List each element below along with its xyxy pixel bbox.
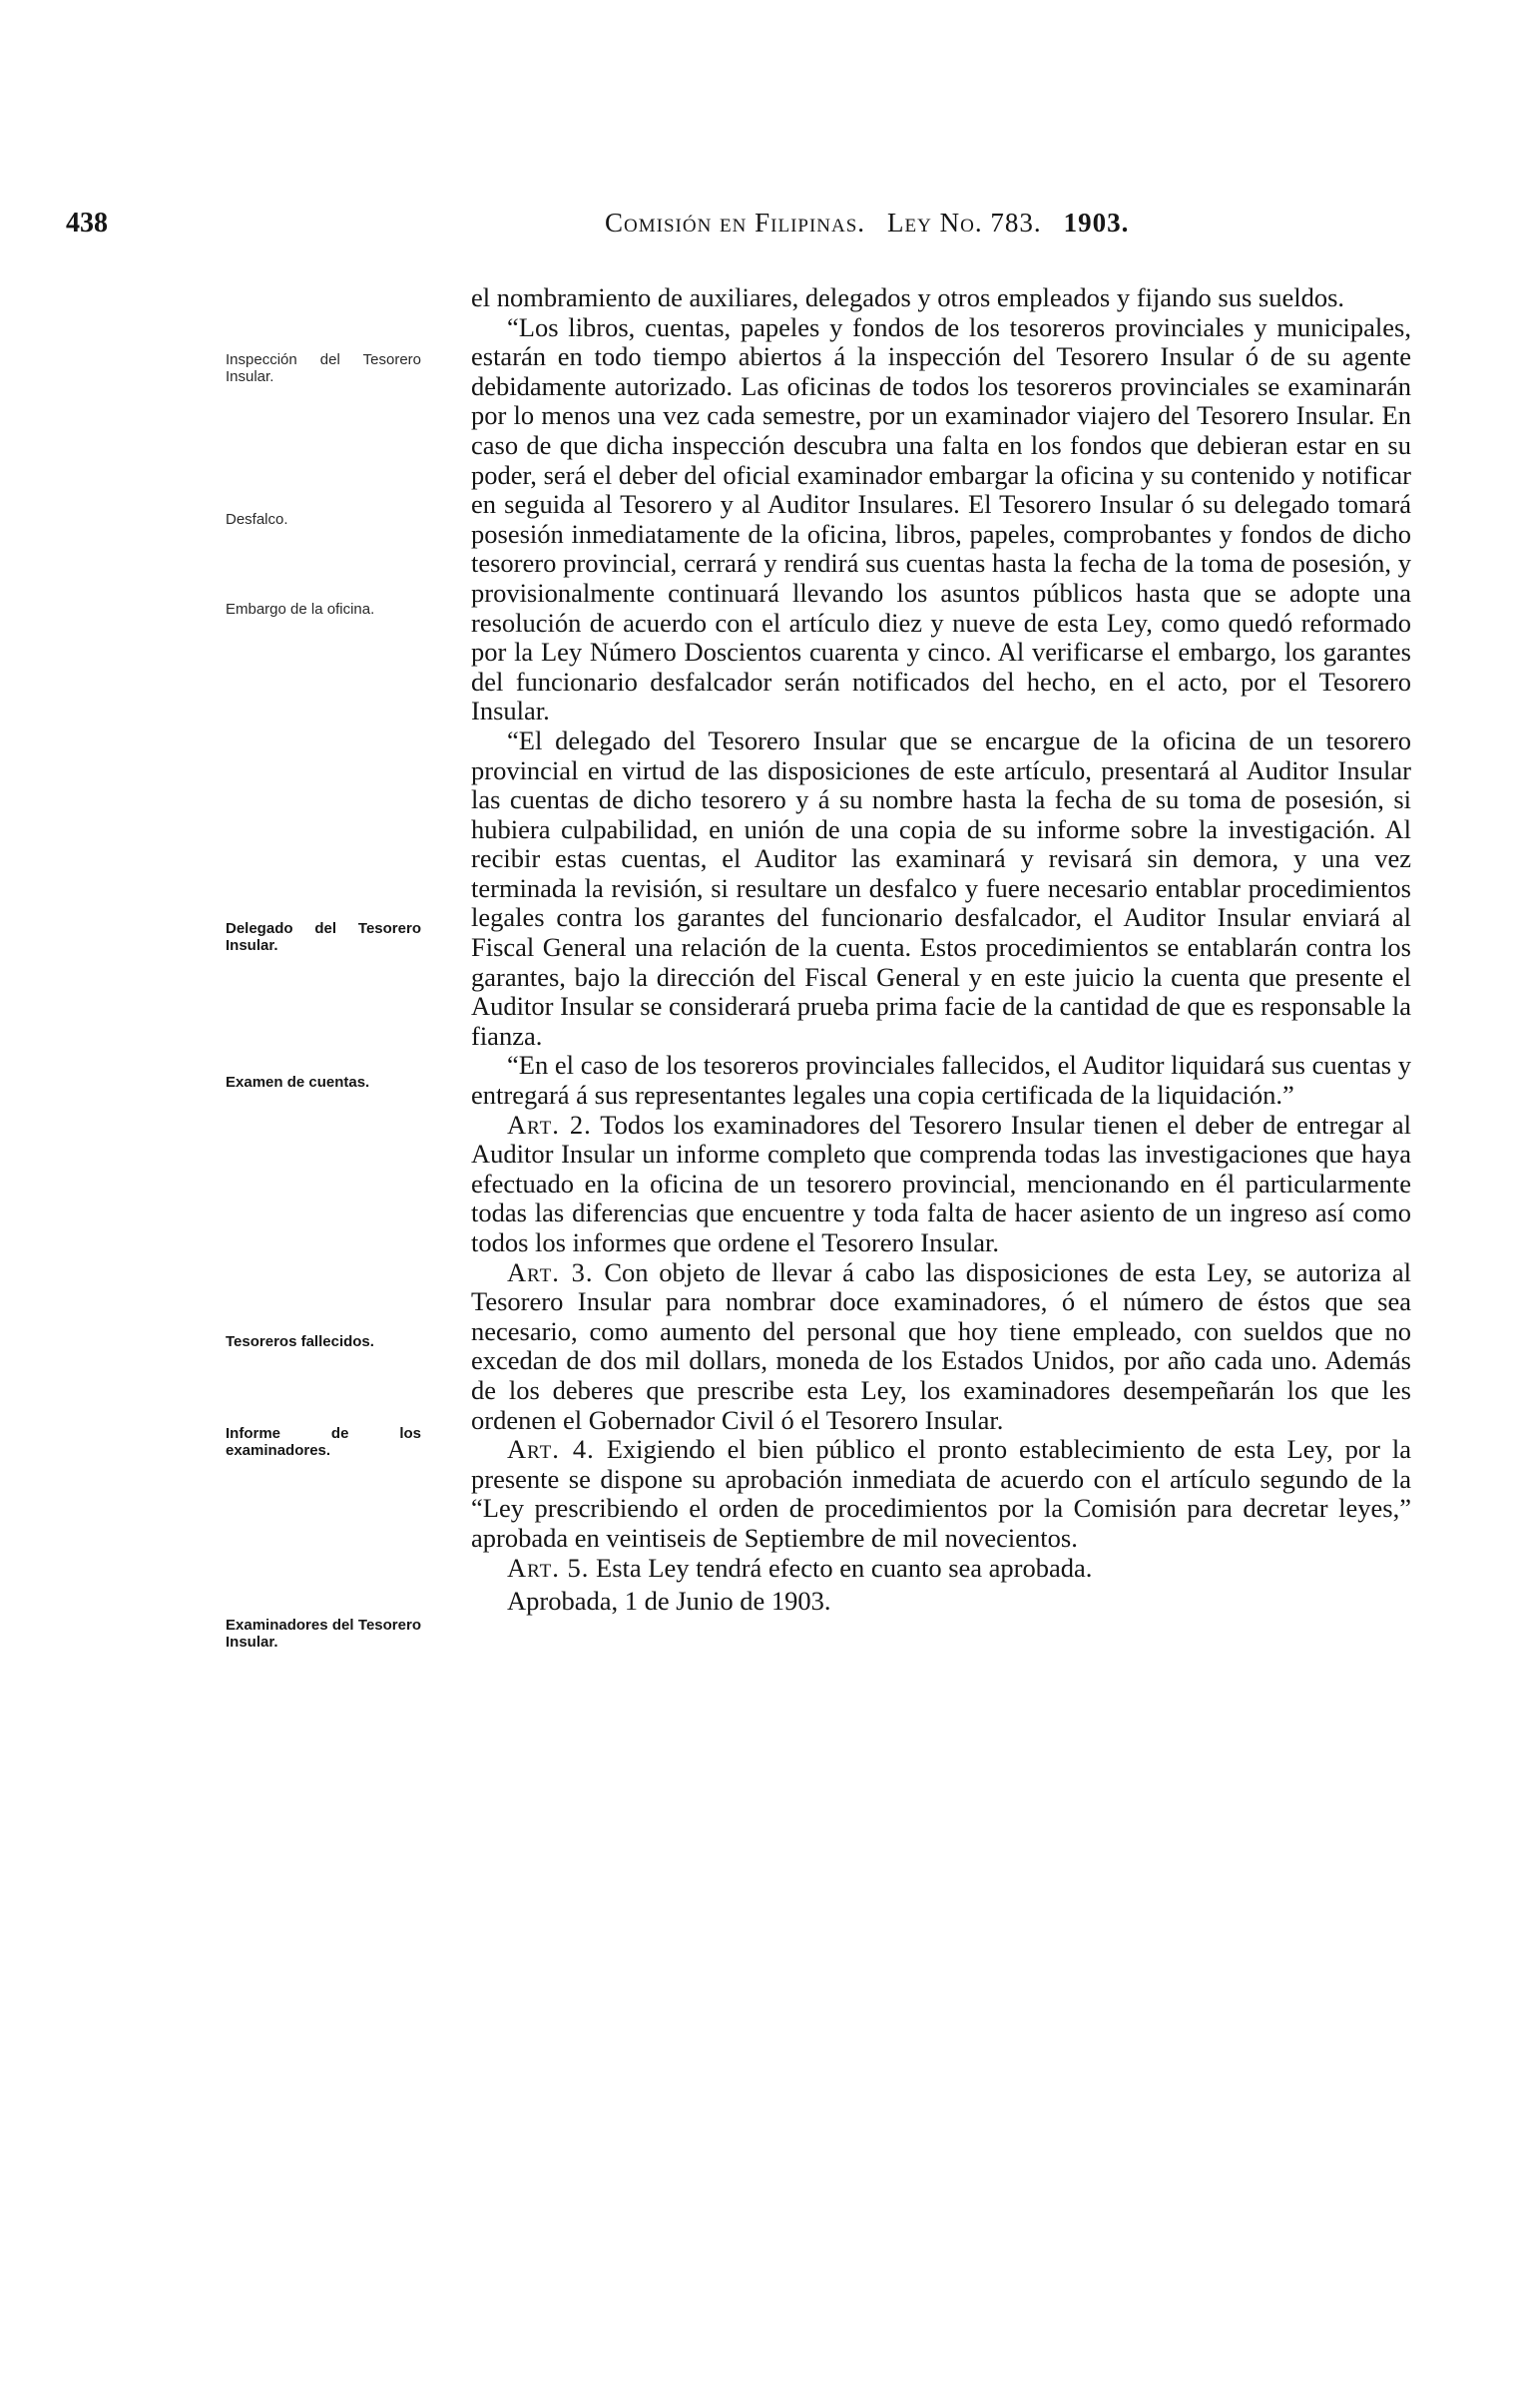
article-3-label: Art. 3. bbox=[507, 1256, 594, 1287]
margin-note-account-review: Examen de cuentas. bbox=[226, 1074, 370, 1091]
publication-title: Comisión en Filipinas. bbox=[605, 208, 866, 238]
article-5-text: Esta Ley tendrá efecto en cuanto sea aprobada. bbox=[596, 1552, 1093, 1583]
article-3 bbox=[471, 1258, 1411, 1436]
paragraph-delegate: “El delegado del Tesorero Insular que se encargue de la oficina de un tesorero provincial en virtud de las disposiciones de este artículo, presentará al Auditor Insular las cuentas de dicho tesorero y á su nombre hasta la fecha de su toma de posesión, si hubiera culpabilidad, en unión de una copia de su informe sobre la investigación. Al recibir estas cuentas, el Auditor las examinará y revisará sin demora, y una vez terminada la revisión, si resultare un desfalco y fuere necesario entablar procedimientos legales contra los garantes del funcionario desfalcador, el Auditor Insular enviará al Fiscal General una relación de la cuenta. Estos procedimientos se entablarán contra los garantes, bajo la dirección del Fiscal General y en este juicio la cuenta que presente el Auditor Insular se considerará prueba prima facie de la cantidad de que es responsable la fianza. bbox=[471, 724, 1411, 1051]
article-2 bbox=[471, 1111, 1411, 1258]
article-5-label: Art. 5. bbox=[507, 1552, 590, 1583]
paragraph-inspection: “Los libros, cuentas, papeles y fondos de los tesoreros provinciales y municipales, estarán en todo tiempo abiertos á la inspección del Tesorero Insular ó de su agente debidamente autorizado. Las oficinas de todos los tesoreros provinciales se examinarán por lo menos una vez cada semestre, por un examinador viajero del Tesorero Insular. En caso de que dicha inspección descubra una falta en los fondos que debieran estar en su poder, será el deber del oficial examinador embargar la oficina y su contenido y notificar en seguida al Tesorero y al Auditor Insulares. El Tesorero Insular ó su delegado tomará posesión inmediatamente de la oficina, libros, papeles, comprobantes y fondos de dicho tesorero provincial, cerrará y rendirá sus cuentas hasta la fecha de la toma de posesión, y provisionalmente continuará llevando los asuntos públicos hasta que se adopte una resolución de acuerdo con el artículo diez y nueve de esta Ley, como quedó reformado por la Ley Número Doscientos cuarenta y cinco. Al verificarse el embargo, los garantes del funcionario desfalcador serán notificados del hecho, en el acto, por el Tesorero Insular. bbox=[471, 311, 1411, 726]
running-title bbox=[605, 208, 1129, 239]
article-3-text: Con objeto de llevar á cabo las disposiciones de esta Ley, se autoriza al Tesorero Insular para nombrar doce examinadores, ó el número de éstos que sea necesario, como aumento del personal que hoy tiene empleado, con sueldos que no excedan de dos mil dollars, moneda de los Estados Unidos, por año cada uno. Además de los deberes que prescribe esta Ley, los examinadores desempeñarán los que les ordenen el Gobernador Civil ó el Tesorero Insular. bbox=[471, 1256, 1412, 1435]
article-2-text: Todos los examinadores del Tesorero Insular tienen el deber de entregar al Auditor Insular un informe completo que comprenda todas las investigaciones que haya efectuado en la oficina de un tesorero provincial, mencionando en él particularmente todas las diferencias que encuentre y toda falta de hacer asiento de un ingreso así como todos los informes que ordene el Tesorero Insular. bbox=[471, 1109, 1412, 1257]
paragraph-deceased: “En el caso de los tesoreros provinciales fallecidos, el Auditor liquidará sus cuentas y entregará á sus representantes legales una copia certificada de la liquidación.” bbox=[471, 1050, 1411, 1111]
article-4-label: Art. 4. bbox=[507, 1434, 595, 1465]
law-number: Ley No. 783. bbox=[887, 208, 1042, 238]
margin-note-delegate: Delegado del Tesorero Insular. bbox=[226, 920, 421, 954]
approval-date: Aprobada, 1 de Junio de 1903. bbox=[507, 1586, 831, 1617]
article-5 bbox=[471, 1554, 1411, 1584]
margin-note-examiners-report: Informe de los examinadores. bbox=[226, 1425, 421, 1459]
margin-note-deceased-treasurers: Tesoreros fallecidos. bbox=[226, 1333, 374, 1350]
margin-note-embezzlement: Desfalco. bbox=[226, 511, 288, 528]
page-number: 438 bbox=[66, 208, 108, 239]
margin-note-seizure: Embargo de la oficina. bbox=[226, 601, 375, 618]
article-2-label: Art. 2. bbox=[507, 1109, 592, 1140]
paragraph-continuation: el nombramiento de auxiliares, delegados y otros empleados y fijando sus sueldos. bbox=[471, 282, 1345, 312]
margin-note-inspection: Inspección del Tesorero Insular. bbox=[226, 351, 421, 385]
article-4-text: Exigiendo el bien público el pronto establecimiento de esta Ley, por la presente se dispone su aprobación inmediata de acuerdo con el artículo segundo de la “Ley prescribiendo el orden de procedimientos por la Comisión para decretar leyes,” aprobada en veintiseis de Septiembre de mil novecientos. bbox=[471, 1434, 1411, 1553]
law-year: 1903. bbox=[1063, 208, 1130, 238]
running-header bbox=[66, 208, 1289, 247]
margin-note-treasurer-examiners: Examinadores del Tesorero Insular. bbox=[226, 1617, 421, 1651]
body-text bbox=[471, 283, 1411, 1617]
article-4 bbox=[471, 1435, 1411, 1553]
